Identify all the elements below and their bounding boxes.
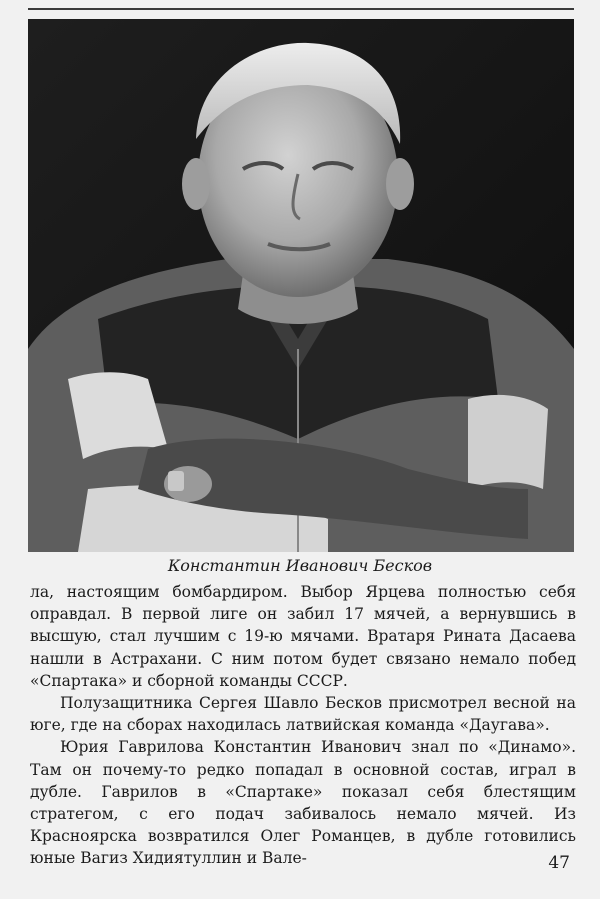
photo-caption: Константин Иванович Бесков — [167, 556, 433, 575]
portrait-illustration — [28, 19, 574, 552]
body-text — [30, 581, 576, 870]
top-rule — [28, 8, 574, 10]
paragraph: Полузащитника Сергея Шавло Бесков присмотрел весной на юге, где на сборах находилась латвийская команда «Даугава». — [30, 694, 576, 735]
paragraph: Юрия Гаврилова Константин Иванович знал по «Динамо». Там он почему-то редко попадал в основной состав, играл в дубле. Гаврилов в «Спартаке» показал себя блестящим стратегом, с его подач забивалось немало мячей. Из Красноярска возвратился Олег Романцев, в дубле готовились юные Вагиз Хидиятуллин и Вале- — [30, 738, 576, 868]
paragraph: ла, настоящим бомбардиром. Выбор Ярцева полностью себя оправдал. В первой лиге он забил 17 мячей, а вернувшись в высшую, стал лучшим с 19-ю мячами. Вратаря Рината Дасаева нашли в Астрахани. С ним потом будет связано немало побед «Спартака» и сборной команды СССР. — [30, 583, 576, 690]
page-number: 47 — [548, 853, 570, 873]
portrait-photo — [28, 19, 574, 552]
